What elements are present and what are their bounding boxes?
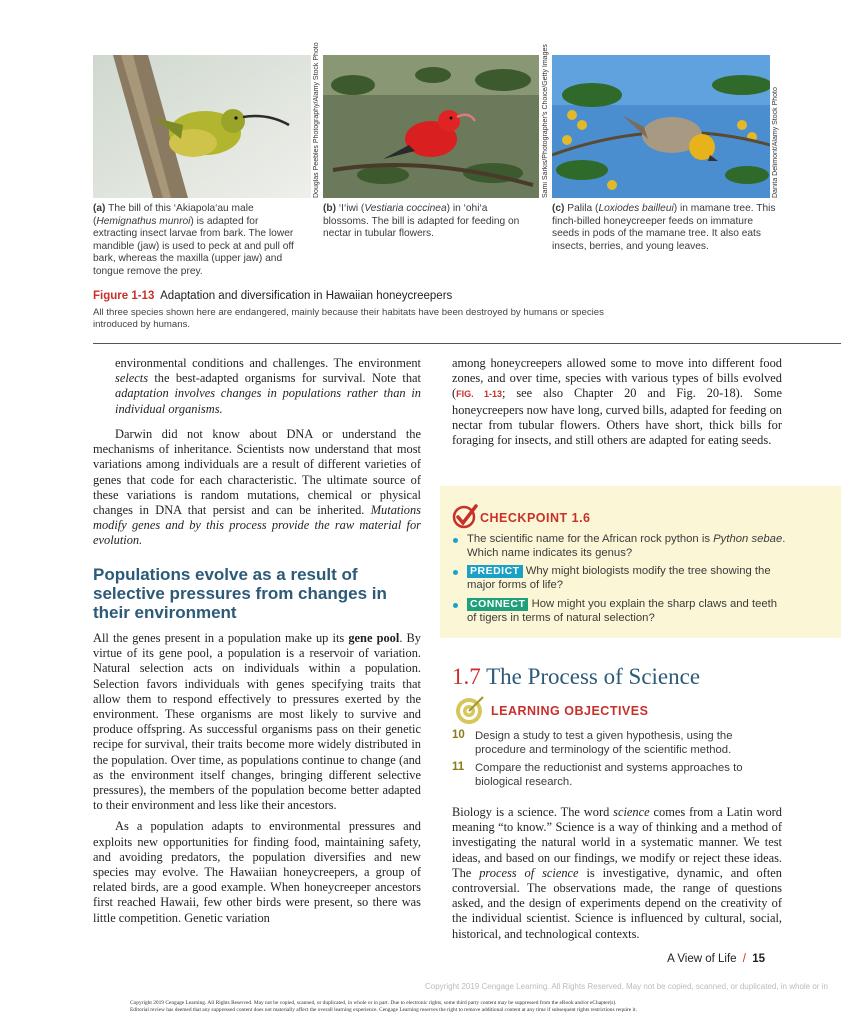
- caption-a-species: Hemignathus munroi: [96, 215, 191, 227]
- text: How might you explain the sharp claws and teeth of tigers in terms of natural selection?: [467, 598, 778, 625]
- caption-a-label: (a): [93, 203, 106, 214]
- checkpoint-question-1: [467, 532, 787, 561]
- bullet-icon: [453, 538, 458, 543]
- running-footer: [667, 953, 765, 965]
- predict-tag: PREDICT: [467, 565, 523, 578]
- left-column-p2: [93, 427, 421, 557]
- text: environmental conditions and challenges. The environment: [115, 356, 421, 370]
- text: Why might biologists modify the tree showing the major forms of life?: [467, 565, 771, 592]
- photo-credit-c: Danita Delimont/Alamy Stock Photo: [772, 87, 779, 198]
- caption-a-text-2: ) is adapted for extracting insect larvae from bark. The lower mandible (jaw) is used to peck at and pull off bark, whereas the maxilla (upper jaw) and tongue remove the prey.: [93, 215, 294, 277]
- checkmark-icon: [452, 503, 478, 529]
- bullet-icon: [453, 570, 458, 575]
- paragraph-food-zones: [452, 356, 782, 448]
- figure-reference-link[interactable]: FIG. 1-13: [456, 389, 502, 400]
- right-column-top: [452, 356, 782, 456]
- caption-a-text-1: The bill of this ‘Akiapola‘au male (: [93, 203, 254, 227]
- italic-text: Python sebae: [713, 533, 783, 545]
- photo-iiwi: [323, 55, 539, 198]
- checkpoint-title: CHECKPOINT 1.6: [480, 511, 591, 525]
- section-divider: [93, 343, 841, 344]
- copyright-notice: [130, 1000, 830, 1014]
- akiapolaau-bird-image: [93, 55, 311, 198]
- objective-text: Compare the reductionist and systems approaches to biological research.: [475, 762, 743, 789]
- section-title: [452, 664, 700, 690]
- caption-c-text-1: Palila (: [567, 203, 599, 214]
- photo-credit-b: Sami Sarkis/Photographer's Choice/Getty Images: [542, 44, 549, 198]
- copyright-line-2: Editorial review has deemed that any suppressed content does not materially affect the overall learning experience. Cengage Learning reserves the right to remove additional content at any time if subsequent rights restrictions require it.: [130, 1007, 637, 1013]
- objective-number: 11: [452, 761, 465, 773]
- paragraph-selects: [115, 356, 421, 417]
- bullet-icon: [453, 603, 458, 608]
- left-column-top: [115, 356, 421, 425]
- italic-text: science: [613, 805, 650, 819]
- photo-akiapolaau: [93, 55, 311, 198]
- caption-c: [552, 203, 782, 253]
- caption-b-species: Vestiaria coccinea: [364, 203, 447, 214]
- figure-label: Figure 1-13: [93, 290, 155, 302]
- caption-c-label: (c): [552, 203, 565, 214]
- checkpoint-question-3: [467, 597, 787, 626]
- right-column-bottom: [452, 805, 782, 950]
- italic-text: Mutations modify genes and by this process provide the raw material for evolution.: [93, 503, 421, 548]
- text: . By virtue of its gene pool, a population is a reservoir of variation. Natural selection acts on individuals within a population. Selection favors individuals with genes specifying traits that allow them to respond effectively to pressures exerted by the environment. These organisms are most likely to survive and produce offspring. As successful organisms pass on their genetic recipe for survival, their traits become more widely distributed in the population. Over time, as populations continue to change (and as the environment itself changes, bringing different selective pressures), the members of the population become better adapted to their environment and less like their ancestors.: [93, 631, 422, 813]
- figure-subtitle: All three species shown here are endangered, mainly because their habitats have been destroyed by humans or species introduced by humans.: [93, 307, 604, 330]
- section-heading-populations: Populations evolve as a result of selective pressures from changes in their environment: [93, 565, 387, 622]
- copyright-watermark: Copyright 2019 Cengage Learning. All Rights Reserved. May not be copied, scanned, or duplicated, in whole or in: [425, 982, 828, 991]
- text: Darwin did not know about DNA or understand the mechanisms of inheritance. Scientists now understand that most variations among individuals are a result of different varieties of genes that code for each characteristic. The ultimate source of these variations is random mutations, chemical or physical changes in DNA that persist and can be inherited.: [93, 427, 421, 518]
- text: is investigative, dynamic, and often controversial. The observations made, the range of questions asked, and the design of experiments depend on the creativity of the individual scientist. Science is influenced by cultural, social, historical, and technological contexts.: [452, 865, 782, 941]
- photo-palila: [552, 55, 770, 198]
- paragraph-darwin: [93, 427, 421, 549]
- figure-title-text: Adaptation and diversification in Hawaiian honeycreepers: [160, 290, 453, 302]
- text: Biology is a science. The word: [452, 805, 614, 819]
- text: All the genes present in a population make up its: [93, 631, 349, 645]
- copyright-line-1: Copyright 2019 Cengage Learning. All Rights Reserved. May not be copied, scanned, or duplicated, in whole or in part. Due to electronic rights, some third party content may be suppressed from the eBook and/or eChapter(s).: [130, 1000, 617, 1006]
- paragraph-biology-science: [452, 805, 782, 942]
- caption-b-text-2: ) in ‘ohi‘a blossoms. The bill is adapted for feeding on nectar in tubular flowers.: [323, 203, 520, 240]
- footer-separator: /: [742, 953, 746, 965]
- text: . Which name indicates its genus?: [467, 533, 786, 560]
- objective-number: 10: [452, 729, 465, 741]
- left-column-bottom: [93, 631, 421, 934]
- text: The scientific name for the African rock python is: [467, 533, 714, 545]
- section-number: 1.7: [452, 664, 481, 689]
- key-term: gene pool: [348, 631, 400, 645]
- italic-text: selects: [115, 371, 149, 386]
- palila-bird-image: [552, 55, 770, 198]
- section-title-text: The Process of Science: [486, 664, 701, 689]
- photo-credit-a: Douglas Peebles Photography/Alamy Stock Photo: [313, 42, 320, 198]
- figure-title: [93, 290, 452, 302]
- paragraph-gene-pool: [93, 631, 421, 813]
- caption-c-species: Loxiodes bailleui: [598, 203, 674, 214]
- objective-text: Design a study to test a given hypothesis, using the procedure and terminology of the scientific method.: [475, 730, 733, 757]
- connect-tag: CONNECT: [467, 598, 528, 611]
- text: ; see also Chapter 20 and Fig. 20-18). Some honeycreepers now have long, curved bills, adapted for feeding on nectar from tubular flowers. Others have short, thick bills for foraging for insects, and still others are adapted for eating seeds.: [452, 386, 783, 448]
- page-number: 15: [752, 953, 765, 965]
- iiwi-bird-image: [323, 55, 539, 198]
- caption-b-text-1: ‘I‘iwi (: [338, 203, 365, 214]
- checkpoint-question-2: [467, 564, 787, 593]
- caption-c-text-2: ) in mamane tree. This finch-billed honeycreeper feeds on immature seeds in pods of the mamane tree. It also eats insects, berries, and young leaves.: [552, 203, 776, 252]
- caption-a: [93, 203, 303, 279]
- text: among honeycreepers allowed some to move into different food zones, and over time, species with various types of bills evolved (: [452, 356, 782, 401]
- italic-text: process of science: [479, 865, 579, 880]
- learning-objectives-title: LEARNING OBJECTIVES: [491, 704, 649, 718]
- text: comes from a Latin word meaning “to know.” Science is a way of thinking and a method of investigating the natural world in a systematic manner. We test ideas, and based on our findings, we modify or reject these ideas. The: [452, 805, 783, 880]
- target-icon: [454, 694, 486, 726]
- caption-b: [323, 203, 533, 241]
- text: the best-adapted organisms for survival. Note that: [148, 371, 421, 386]
- italic-text: adaptation involves changes in populations rather than in individual organisms.: [115, 386, 421, 416]
- caption-b-label: (b): [323, 203, 337, 214]
- running-title: A View of Life: [667, 953, 737, 965]
- paragraph-honeycreepers: As a population adapts to environmental pressures and exploits new opportunities for finding food, maintaining safety, and avoiding predators, the population diversifies and new species may evolve. The Hawaiian honeycreepers, a group of related birds, are a good example. When honeycreeper ancestors first reached Hawaii, few other birds were present, so there was little competition. Genetic variation: [93, 819, 421, 925]
